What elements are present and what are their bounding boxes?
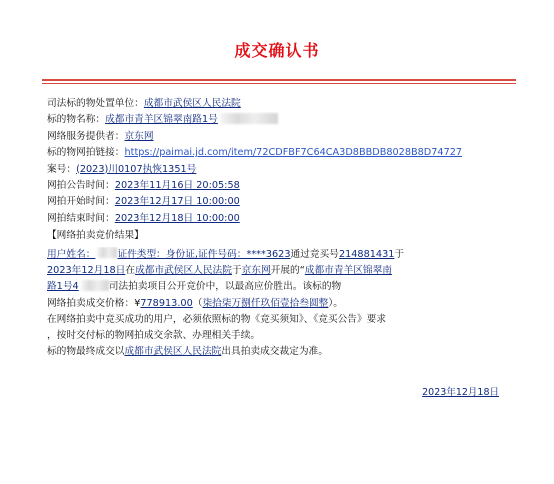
result-code: 214881431 (338, 248, 395, 260)
notice-3-prefix: 标的物最终成交以 (47, 346, 125, 358)
platform-value: 京东网 (124, 130, 154, 142)
result-section-title: 【网络拍卖竞价结果】 (47, 230, 144, 242)
court-value: 成都市武侯区人民法院 (143, 98, 241, 109)
court-label: 司法标的物处置单位： (47, 98, 144, 109)
result-in-text: 在 (125, 264, 136, 276)
announce-line (47, 178, 519, 194)
announce-value: 2023年11月16日 20:05:58 (114, 180, 240, 192)
result-user-type-label: 证件类型：身份证,证件号码： (117, 248, 247, 260)
object-name-value: 成都市青羊区锦翠南路1号 (105, 114, 218, 126)
end-label: 网拍结束时间： (47, 212, 115, 224)
start-label: 网拍开始时间： (47, 196, 115, 208)
price-label: 网络拍卖成交价格： (47, 297, 135, 309)
redacted-address-block (220, 113, 278, 124)
court-line (47, 96, 519, 112)
platform-label: 网络服务提供者： (47, 130, 125, 142)
document-content (47, 96, 519, 361)
end-line (47, 211, 519, 227)
case-label: 案号： (47, 163, 77, 175)
document-title: 成交确认书 (234, 41, 320, 60)
result-line-1 (47, 247, 519, 263)
end-value: 2023年12月18日 10:00:00 (114, 212, 240, 224)
platform-line (47, 129, 519, 145)
result-hosted-text: 开展的“ (270, 264, 305, 276)
result-paragraph (47, 247, 519, 361)
result-date: 2023年12月18日 (47, 264, 126, 276)
result-code-label: 通过竞买号 (290, 248, 339, 260)
result-user-label: 用户姓名： (47, 248, 96, 260)
object-name-label: 标的物名称： (47, 114, 106, 126)
price-value: 778913.00 (140, 297, 193, 309)
start-line (47, 194, 519, 210)
title-divider-thick (42, 79, 516, 81)
price-chinese: 柒拾柒万捌仟玖佰壹拾叁圆整 (202, 297, 329, 309)
result-object-part-1: 成都市青羊区锦翠南 (304, 264, 392, 276)
result-object-part-2: 路1号4 (47, 281, 79, 293)
result-to-text: 于 (394, 248, 405, 260)
price-close-paren: ）。 (328, 297, 343, 309)
auction-url-link[interactable]: https://paimai.jd.com/item/72CDFBF7C64CA3D8BBDB8028B8D74727 (124, 147, 463, 159)
result-at-text: 于 (231, 264, 242, 276)
price-line (47, 296, 519, 312)
redacted-object-detail (81, 280, 109, 291)
case-value: (2023)川0107执恢1351号 (76, 163, 197, 175)
notice-3-court: 成都市武侯区人民法院 (124, 346, 222, 358)
object-name-line (47, 112, 519, 128)
start-value: 2023年12月17日 10:00:00 (114, 196, 240, 208)
url-label: 标的物网拍链接： (47, 147, 125, 159)
price-symbol: ¥ (134, 297, 141, 309)
result-court: 成都市武侯区人民法院 (135, 264, 232, 276)
price-open-paren: （ (192, 297, 203, 309)
url-line (47, 145, 519, 161)
announce-label: 网拍公告时间： (47, 180, 115, 192)
notice-line-1: 在网络拍卖中竞买成功的用户，必须依照标的物《竞买须知》、《竞买公告》要求 (47, 313, 387, 325)
result-user-id: ****3623 (246, 248, 291, 260)
result-platform: 京东网 (241, 264, 271, 276)
result-rest-text: 司法拍卖项目公开竞价中，以最高应价胜出。该标的物 (108, 281, 342, 293)
notice-3-suffix: 出具拍卖成交裁定为准。 (221, 346, 328, 358)
case-line (47, 162, 519, 178)
result-line-3 (47, 279, 519, 295)
title-divider-thin (42, 83, 516, 84)
redacted-user-name (97, 247, 117, 258)
notice-line-3 (47, 344, 519, 360)
result-line-2 (47, 263, 519, 279)
document-date: 2023年12月18日 (422, 387, 499, 398)
notice-line-2: ，按时交付标的物网拍成交余款、办理相关手续。 (47, 330, 261, 342)
